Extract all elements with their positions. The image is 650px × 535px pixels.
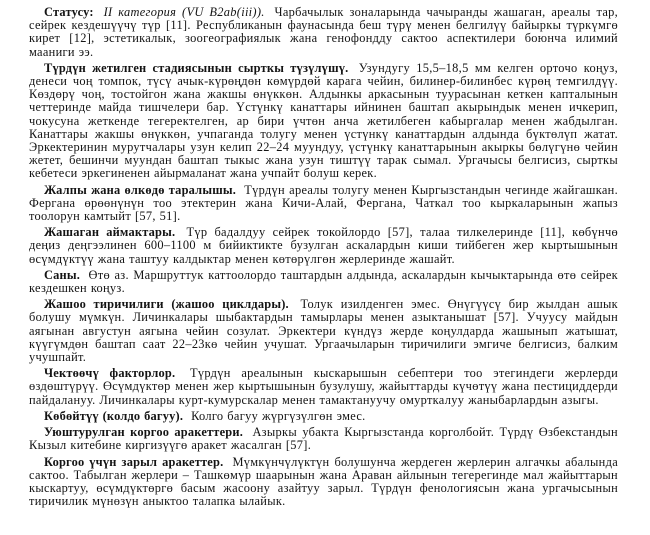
- paragraph-morphology-lead: Түрдүн жетилген стадиясынын сырткы түзүлүшү.: [44, 60, 349, 75]
- paragraph-biology: [29, 298, 618, 364]
- paragraph-population: [29, 269, 618, 295]
- paragraph-habitat-lead: Жашаган аймактары.: [44, 225, 176, 240]
- paragraph-population-body: Өтө аз. Маршруттук каттоолордо таштардын алдында, аскалардын кычыктарында өтө сейрек кездешкен коңуз.: [29, 267, 618, 296]
- document-page: [29, 6, 618, 508]
- paragraph-distribution-lead: Жалпы жана өлкөдө таралышы.: [44, 182, 237, 197]
- paragraph-biology-body: Толук изилденген эмес. Өнүгүүсү бир жылдан ашык болушу мүмкүн. Личинкалары шыбактардын тамырлары менен азыктанышат [57]. Учуусу майдын аягынан августун аягына чейин созулат. Эркектери күндүз жерде коңулдарда жашынып жатышат, күүгүмдөн баштап саат 22–23кө чейин учушат. Ургаачыларын тиричилиги эмгиче белгисиз, балким учушпайт.: [29, 297, 618, 365]
- paragraph-conservation-current: [29, 426, 618, 452]
- paragraph-conservation-needed-body: Мүмкүнчүлүктүн болушунча жердеген жерлерин алгачкы абалында сактоо. Табылган жерлери – Ташкөмүр шаарынын жана Араван айлынын тегерегинде мал жайыттарын кыскартуу, өсүмдүктөргө басым жасоону азайтуу зарыл. Түрдүн фенологиясын жана ургачысынын тиричилик мүнөзүн аныктоо талапка ылайык.: [29, 454, 618, 509]
- paragraph-breeding-lead: Көбөйтүү (колдо багуу).: [44, 408, 184, 423]
- paragraph-breeding: [29, 410, 618, 423]
- paragraph-conservation-needed: [29, 456, 618, 509]
- paragraph-limiting-factors: [29, 367, 618, 407]
- paragraph-status-body: Чарбачылык зоналарында чачыранды жашаган, ареалы тар, сейрек кездешүүчү түр [11]. Республиканын фаунасында беш түрү менен белгилүү байыркы түркүмгө кирет [12], эстетикалык, зоогеографиялык жана генофондду сактоо аспектилери боюнча илимий мааниги ээ.: [29, 5, 619, 59]
- paragraph-distribution-body: Түрдүн ареалы толугу менен Кыргызстандын чегинде жайгашкан. Фергана өрөөнүнүн тоо этектерин жана Кичи-Алай, Фергана, Чаткал тоо кыркаларынын жапыз тоолорун камтыйт [57, 51].: [29, 182, 618, 224]
- status-category-italic: II категория (VU B2ab(iii)).: [103, 5, 265, 19]
- paragraph-conservation-needed-lead: Коргоо үчүн зарыл аракеттер.: [44, 454, 224, 469]
- paragraph-limiting-factors-body: Түрдүн ареалынын кыскарышын себептери тоо этегиндеги жерлерди өздөштүрүү. Өсүмдүктөр менен жер кыртышынын бузулушу, жайыттарды күчөтүү жана пестициддерди пайдалануу. Личинкалары курт-кумурскалар менен тамактануучу омурткалуу жаныбарлардын азыгы.: [29, 366, 618, 407]
- paragraph-conservation-current-body: Азыркы убакта Кыргызстанда корголбойт. Түрдү Өзбекстандын Кызыл китебине киргизүүгө аракет жасалган [57].: [29, 425, 618, 453]
- paragraph-morphology-body: Узундугу 15,5–18,5 мм келген орточо коңуз, денеси чоң томпок, түсү ачык-күрөңдөн көмүрдөй карага чейин, билинер-билинбес күрөң темгилдүү. Көздөрү чоң, тостойгон жана жакшы өнүккөн. Алдынкы аркасынын туурасынан кеткен капталынын четтеринде майда тишчелери бар. Үстүнкү канаттары ийнинен баштап акырындык менен ичкерип, чокусуна жеткенде тегеректелген, ар бири үчтөн анча жетилбеген кабыргалар менен жабдылган. Канаттары жакшы өнүккөн, учпаганда толугу менен үстүнкү канаттардын алдында бүктөлүп жатат. Эркектеринин мурутчалары узун келип 22–24 муундуу, үстүнкү канаттарынын акыркы бөлүгүнө чейин жетет, бешинчи муундан баштап тыкыс жана узун тиштүү тарак сымал. Ургачысы белгисиз, сырткы кебетеси эркегиненен айырмаланат жана учпайт болуш керек.: [29, 60, 618, 181]
- paragraph-habitat-body: Түр бадалдуу сейрек токойлордо [57], талаа тилкелеринде [11], көбүнчө деңиз деңгээлинен 600–1100 м бийиктикте бузулган аскалардын киши тийбеген жер кыртышынын өсүмдүктүү жана таштуу калдыктар менен көтөрүлгөн жерлеринде жашайт.: [29, 225, 618, 266]
- paragraph-population-lead: Саны.: [44, 267, 81, 282]
- paragraph-limiting-factors-lead: Чектөөчү факторлор.: [44, 366, 176, 381]
- paragraph-conservation-current-lead: Уюштурулган коргоо аракеттери.: [44, 425, 244, 440]
- paragraph-biology-lead: Жашоо тиричилиги (жашоо циклдары).: [44, 297, 289, 312]
- paragraph-status-lead: Статусу:: [44, 5, 94, 19]
- paragraph-status: [29, 6, 618, 59]
- paragraph-distribution: [29, 184, 618, 224]
- paragraph-habitat: [29, 226, 618, 266]
- paragraph-morphology: [29, 62, 618, 181]
- paragraph-breeding-body: Колго багуу жүргүзүлгөн эмес.: [191, 408, 366, 423]
